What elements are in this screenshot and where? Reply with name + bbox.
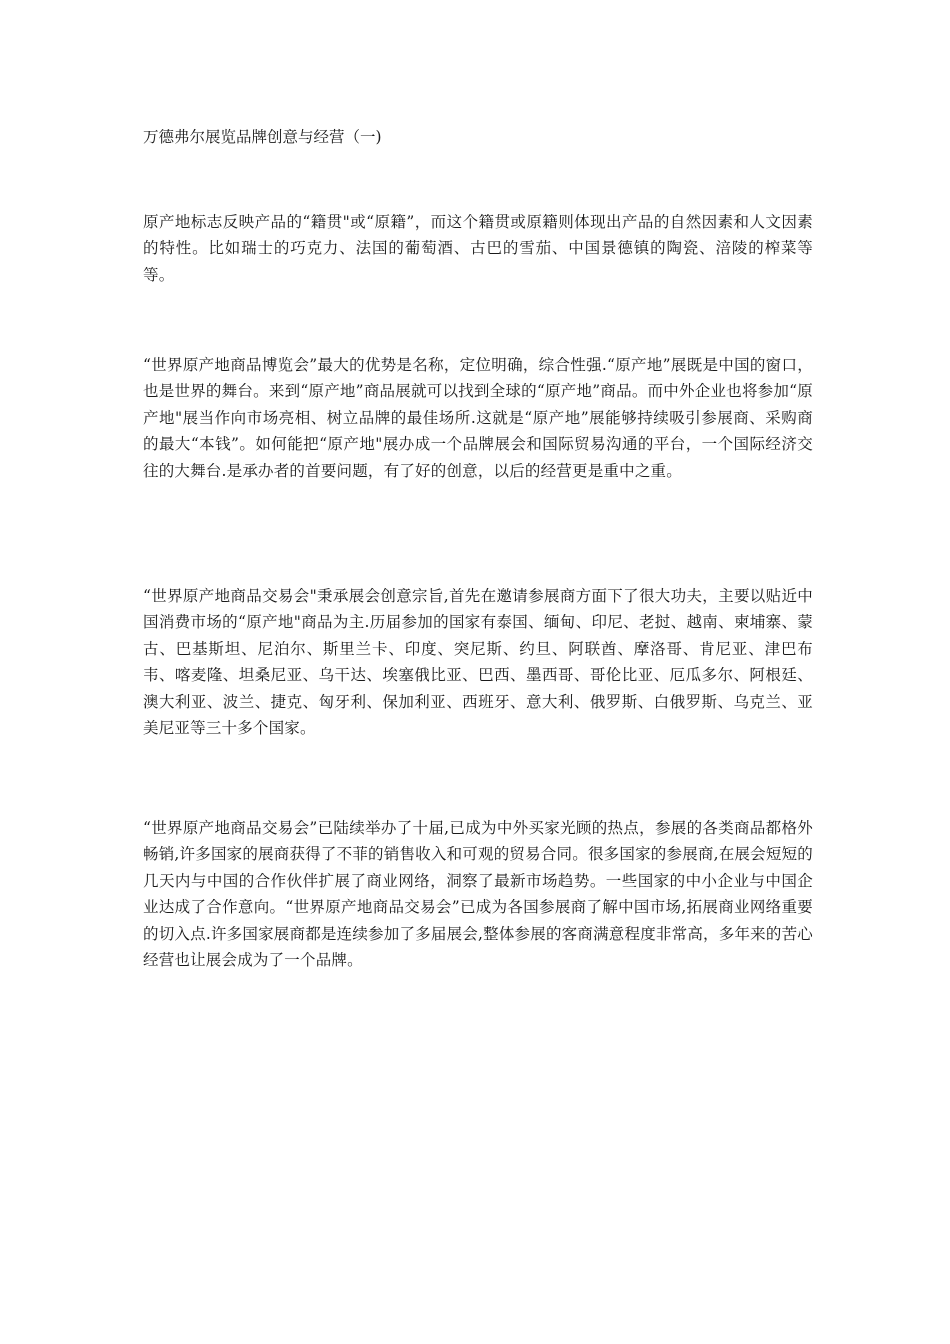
paragraph-origin-mark: 原产地标志反映产品的“籍贯"或“原籍”，而这个籍贯或原籍则体现出产品的自然因素和人文因素的特性。比如瑞士的巧克力、法国的葡萄酒、古巴的雪茄、中国景德镇的陶瓷、涪陵的榨菜等等。	[143, 213, 813, 284]
paragraph-participating-countries: “世界原产地商品交易会"秉承展会创意宗旨,首先在邀请参展商方面下了很大功夫，主要以贴近中国消费市场的“原产地"商品为主.历届参加的国家有泰国、缅甸、印尼、老挝、越南、柬埔寨、蒙古、巴基斯坦、尼泊尔、斯里兰卡、印度、突尼斯、约旦、阿联酋、摩洛哥、肯尼亚、津巴布韦、喀麦隆、坦桑尼亚、乌干达、埃塞俄比亚、巴西、墨西哥、哥伦比亚、厄瓜多尔、阿根廷、澳大利亚、波兰、捷克、匈牙利、保加利亚、西班牙、意大利、俄罗斯、白俄罗斯、乌克兰、亚美尼亚等三十多个国家。	[143, 587, 813, 738]
document-title: 万德弗尔展览品牌创意与经营（一)	[143, 128, 382, 146]
paragraph-expo-advantage: “世界原产地商品博览会”最大的优势是名称，定位明确，综合性强.“原产地”展既是中国的窗口，也是世界的舞台。来到“原产地”商品展就可以找到全球的“原产地”商品。而中外企业也将参加“原产地"展当作向市场亮相、树立品牌的最佳场所.这就是“原产地”展能够持续吸引参展商、采购商的最大“本钱”。如何能把“原产地"展办成一个品牌展会和国际贸易沟通的平台，一个国际经济交往的大舞台.是承办者的首要问题，有了好的创意，以后的经营更是重中之重。	[143, 356, 813, 480]
paragraph-expo-results: “世界原产地商品交易会”已陆续举办了十届,已成为中外买家光顾的热点，参展的各类商品都格外畅销,许多国家的展商获得了不菲的销售收入和可观的贸易合同。很多国家的参展商,在展会短短的几天内与中国的合作伙伴扩展了商业网络，洞察了最新市场趋势。一些国家的中小企业与中国企业达成了合作意向。“世界原产地商品交易会”已成为各国参展商了解中国市场,拓展商业网络重要的切入点.许多国家展商都是连续参加了多届展会,整体参展的客商满意程度非常高，多年来的苦心经营也让展会成为了一个品牌。	[143, 819, 813, 970]
